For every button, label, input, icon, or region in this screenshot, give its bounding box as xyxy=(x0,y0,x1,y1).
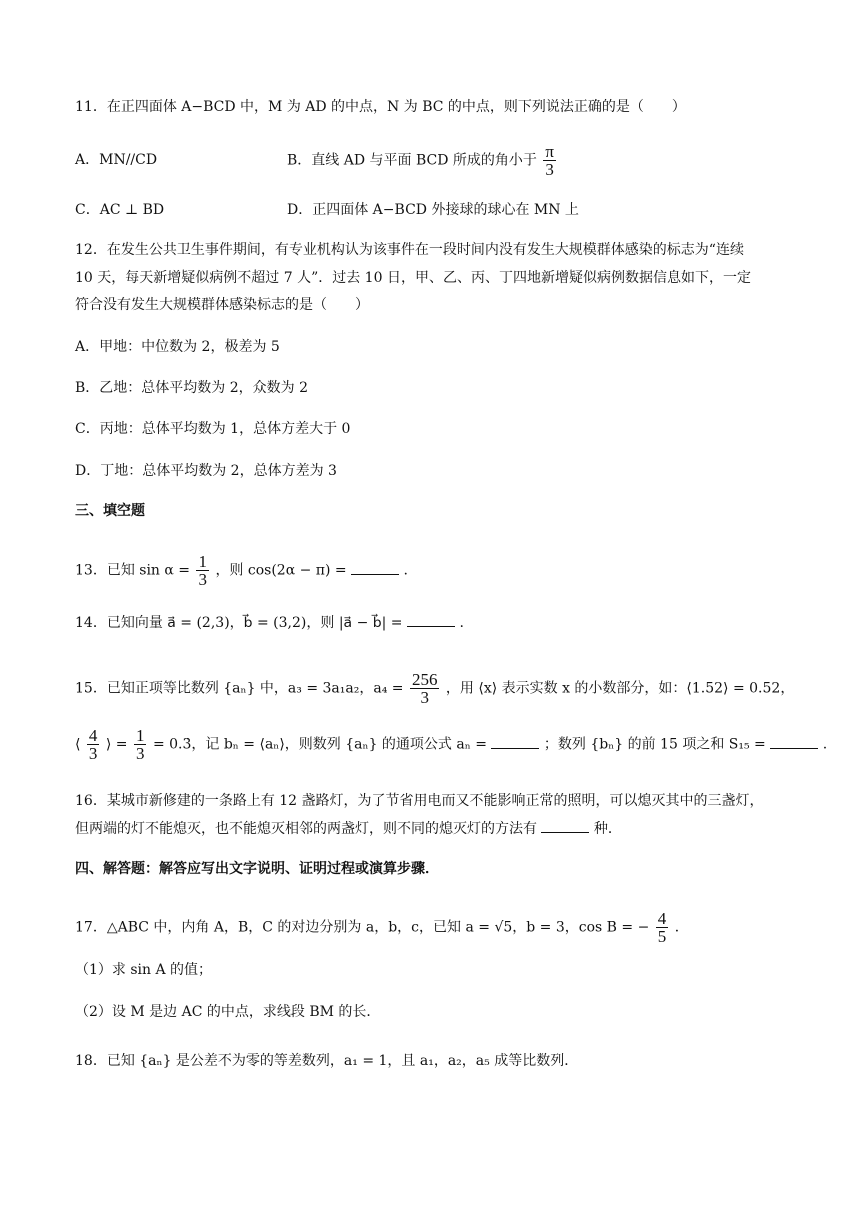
q17-text: 17．△ABC 中，内角 A，B，C 的对边分别为 a，b，c，已知 a = √5，b = 3，cos B = − xyxy=(75,919,650,936)
fraction-numerator: 256 xyxy=(411,670,438,689)
fraction-numerator: 4 xyxy=(657,909,667,928)
q13-fraction xyxy=(196,553,209,588)
q14-end: . xyxy=(459,615,464,631)
q13-pre: 13．已知 sin α = xyxy=(75,562,191,579)
q13-post: ，则 cos(2α − π) = xyxy=(215,562,347,579)
q15-fraction xyxy=(410,671,440,706)
q16-line-1: 16．某城市新修建的一条路上有 12 盏路灯，为了节省用电而又不能影响正常的照明，可以熄灭其中的三盏灯， xyxy=(75,793,764,809)
answer-blank xyxy=(491,734,539,749)
q12-line-3: 符合没有发生大规模群体感染标志的是（ ） xyxy=(75,297,369,313)
fraction-numerator: 1 xyxy=(135,726,145,745)
q14-text: 14．已知向量 a⃗ = (2,3)，b⃗ = (3,2)，则 |a⃗ − b⃗| = xyxy=(75,615,403,631)
q11-option-c: C．AC ⊥ BD xyxy=(75,202,165,218)
q12-line-2: 10 天，每天新增疑似病例不超过 7 人”．过去 10 日，甲、乙、丙、丁四地新增疑似病例数据信息如下，一定 xyxy=(75,270,751,286)
q12-option-a: A．甲地：中位数为 2，极差为 5 xyxy=(75,339,280,355)
q11-option-a: A．MN//CD xyxy=(75,152,158,168)
fraction-denominator: 3 xyxy=(420,688,429,707)
answer-blank xyxy=(351,560,399,575)
q15-fraction-four-thirds xyxy=(87,727,100,762)
q15-pre: 15．已知正项等比数列 {aₙ} 中，a₃ = 3a₁a₂，a₄ = xyxy=(75,680,404,697)
q15-end: . xyxy=(822,736,828,753)
q11-option-b xyxy=(287,143,558,178)
answer-blank xyxy=(770,734,818,749)
q15-line-2-text-2: ；数列 {bₙ} 的前 15 项之和 S₁₅ = xyxy=(543,736,766,753)
q15-equals: ⟩ = xyxy=(105,736,128,753)
fraction-denominator: 3 xyxy=(198,570,207,589)
q17 xyxy=(75,910,689,945)
fraction-denominator: 3 xyxy=(88,744,98,763)
answer-blank xyxy=(541,818,589,833)
q12-option-c: C．丙地：总体平均数为 1，总体方差大于 0 xyxy=(75,421,351,437)
fraction-numerator: π xyxy=(545,142,554,161)
q15-post: ，用 ⟨x⟩ 表示实数 x 的小数部分，如：⟨1.52⟩ = 0.52， xyxy=(445,680,795,697)
q11-option-b-fraction xyxy=(543,143,556,178)
answer-blank xyxy=(407,612,455,627)
q17-fraction xyxy=(656,910,669,945)
q17-end: ． xyxy=(674,919,689,936)
q18: 18．已知 {aₙ} 是公差不为零的等差数列，a₁ = 1，且 a₁，a₂，a₅ 成等比数列． xyxy=(75,1053,579,1069)
q11-option-d: D．正四面体 A−BCD 外接球的球心在 MN 上 xyxy=(287,202,579,218)
q12-option-d: D．丁地：总体平均数为 2，总体方差为 3 xyxy=(75,463,337,479)
section-heading-fill-in: 三、填空题 xyxy=(75,503,145,519)
q16-line-2 xyxy=(75,818,622,839)
q14 xyxy=(75,612,464,633)
q12-line-1: 12．在发生公共卫生事件期间，有专业机构认为该事件在一段时间内没有发生大规模群体感染的标志为“连续 xyxy=(75,242,744,258)
fraction-denominator: 3 xyxy=(545,160,554,179)
q17-part-1: （1）求 sin A 的值； xyxy=(75,962,213,978)
angle-bracket-left: ⟨ xyxy=(75,736,81,753)
q17-part-2: （2）设 M 是边 AC 的中点，求线段 BM 的长． xyxy=(75,1004,381,1020)
fraction-denominator: 3 xyxy=(135,744,145,763)
q15-line-2-text: = 0.3̇，记 bₙ = ⟨aₙ⟩，则数列 {aₙ} 的通项公式 aₙ = xyxy=(152,736,487,753)
q15-line-2 xyxy=(75,727,827,762)
q11-stem: 11．在正四面体 A−BCD 中，M 为 AD 的中点，N 为 BC 的中点，则下列说法正确的是（ ） xyxy=(75,99,686,115)
q15-fraction-one-third xyxy=(134,727,147,762)
q13 xyxy=(75,553,408,588)
q16-end: 种． xyxy=(593,821,622,837)
section-heading-solutions: 四、解答题：解答应写出文字说明、证明过程或演算步骤． xyxy=(75,861,439,877)
q13-end: . xyxy=(403,562,408,579)
fraction-denominator: 5 xyxy=(657,927,667,946)
q16-line-2-text: 但两端的灯不能熄灭，也不能熄灭相邻的两盏灯，则不同的熄灭灯的方法有 xyxy=(75,821,537,837)
fraction-numerator: 1 xyxy=(198,552,207,571)
q11-option-b-text: B．直线 AD 与平面 BCD 所成的角小于 xyxy=(287,152,537,169)
fraction-numerator: 4 xyxy=(88,726,98,745)
q15-line-1 xyxy=(75,671,794,706)
q12-option-b: B．乙地：总体平均数为 2，众数为 2 xyxy=(75,380,309,396)
